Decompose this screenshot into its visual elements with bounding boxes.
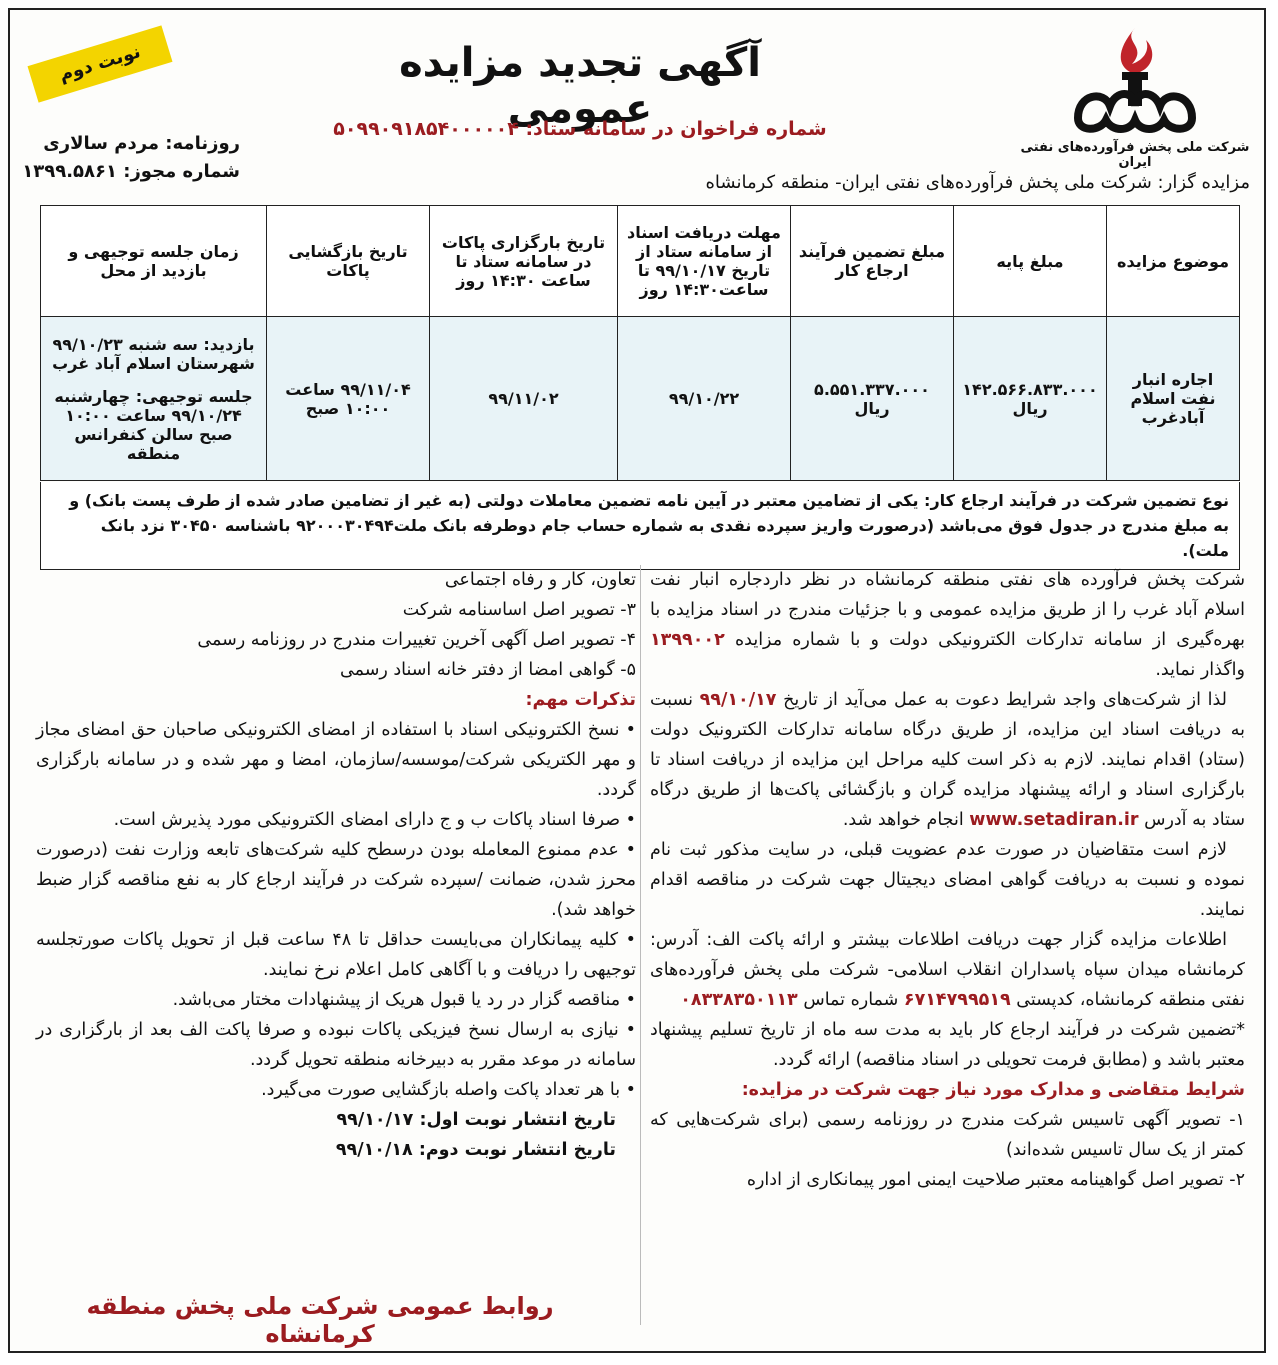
requirement-2-cont: تعاون، کار و رفاه اجتماعی	[444, 570, 636, 590]
cell-base-price: ۱۴۲.۵۶۶.۸۳۳.۰۰۰ ریال	[954, 317, 1107, 481]
phone-label: شماره تماس	[803, 990, 899, 1010]
newspaper-name: روزنامه: مردم سالاری	[43, 133, 240, 154]
invite-tail: انجام خواهد شد.	[842, 810, 964, 830]
requirement-3: ۳- تصویر اصل اساسنامه شرکت	[402, 600, 636, 620]
intro-tail: واگذار نماید.	[1155, 660, 1245, 680]
notes-title: تذکرات مهم:	[525, 690, 636, 710]
th-base-price: مبلغ پایه	[954, 206, 1107, 317]
intro-paragraph	[650, 565, 1245, 685]
postal-code: ۶۷۱۴۷۹۹۵۱۹	[903, 990, 1011, 1010]
requirement-2: ۲- تصویر اصل گواهینامه معتبر صلاحیت ایمنی امور پیمانکاری از اداره	[746, 1170, 1245, 1190]
cell-guarantee: ۵.۵۵۱.۳۳۷.۰۰۰ ریال	[791, 317, 954, 481]
cell-visit	[41, 317, 267, 481]
start-date: ۹۹/۱۰/۱۷	[699, 690, 777, 710]
table-row	[41, 317, 1240, 481]
contact-paragraph	[650, 925, 1245, 1015]
auction-table	[40, 205, 1240, 481]
company-logo	[1020, 20, 1250, 170]
contact-text: اطلاعات مزایده گزار جهت دریافت اطلاعات بیشتر و ارائه پاکت الف: آدرس: کرمانشاه میدان سپاه پاسداران انقلاب اسلامی- شرکت ملی پخش فرآورده‌های نفتی منطقه کرمانشاه، کدپستی	[650, 930, 1245, 1010]
note-item: • عدم ممنوع المعامله بودن درسطح کلیه شرکت‌های تابعه وزارت نفت (درصورت محرز شدن، ضمانت /سپرده شرکت در فرآیند ارجاع کار به نفع مناقصه گزار ضبط خواهد شد).	[36, 840, 636, 920]
th-opening: تاریخ بازگشایی پاکات	[267, 206, 430, 317]
table-header-row	[41, 206, 1240, 317]
th-doc-deadline: مهلت دریافت اسناد از سامانه ستاد از تاریخ ۹۹/۱۰/۱۷ تا ساعت۱۴:۳۰ روز	[618, 206, 791, 317]
th-visit: زمان جلسه توجیهی و بازدید از محل	[41, 206, 267, 317]
visit-text: بازدید: سه شنبه ۹۹/۱۰/۲۳ شهرستان اسلام آباد غرب	[52, 334, 255, 373]
signature: روابط عمومی شرکت ملی پخش منطقه کرمانشاه	[86, 1292, 554, 1348]
invite-body: نسبت به دریافت اسناد این مزایده، از طریق درگاه سامانه تدارکات الکترونیک دولت (ستاد) اقدام نمایند. لازم به ذکر است کلیه مراحل این مزایده از دریافت اسناد تا بارگزاری اسناد و ارائه پیشنهاد مزایده گران و بازگشائی پاکت‌ها از طریق درگاه ستاد به آدرس	[650, 690, 1245, 830]
invite-paragraph	[650, 685, 1245, 835]
cell-opening: ۹۹/۱۱/۰۴ ساعت ۱۰:۰۰ صبح	[267, 317, 430, 481]
requirements-title: شرایط متقاضی و مدارک مورد نیاز جهت شرکت در مزایده:	[741, 1080, 1245, 1100]
validity-paragraph: *تضمین شرکت در فرآیند ارجاع کار باید به مدت سه ماه از تاریخ تسلیم پیشنهاد معتبر باشد و (مطابق فرمت تحویلی در اسناد مناقصه) ارائه گردد.	[650, 1020, 1245, 1070]
publish-date-2: تاریخ انتشار نوبت دوم: ۹۹/۱۰/۱۸	[335, 1140, 616, 1160]
note-item: • کلیه پیمانکاران می‌بایست حداقل تا ۴۸ ساعت قبل از تحویل پاکات صورتجلسه توجیهی را دریافت و با آگاهی کامل اعلام نرخ نمایند.	[36, 930, 637, 980]
guarantee-note: نوع تضمین شرکت در فرآیند ارجاع کار: یکی از تضامین معتبر در آیین نامه تضمین معاملات دولتی (به غیر از تضامین صادر شده از طرف پست بانک) و به مبلغ مندرج در جدول فوق می‌باشد (درصورت واریز سپرده نقدی به شماره حساب جام دوطرفه بانک ملت۹۲۰۰۰۳۰۴۹۴ باشناسه ۳۰۴۵۰ نزد بانک ملت).	[40, 482, 1240, 570]
column-divider	[640, 565, 641, 1325]
auction-number: ۱۳۹۹۰۰۲	[650, 630, 725, 650]
permit-number: شماره مجوز: ۱۳۹۹.۵۸۶۱	[22, 161, 240, 182]
intro-text: شرکت پخش فرآورده های نفتی منطقه کرمانشاه در نظر داردجاره انبار نفت اسلام آباد غرب را از طریق مزایده عمومی و با جزئیات مندرج در اسناد مزایده با بهره‌گیری از سامانه تدارکات الکترونیکی دولت و با شماره مزایده	[650, 570, 1245, 650]
logo-caption: شرکت ملی پخش فرآورده‌های نفتی ایران	[1020, 140, 1250, 170]
note-item: • مناقصه گزار در رد یا قبول هریک از پیشنهادات مختار می‌باشد.	[172, 990, 636, 1010]
invite-text: لذا از شرکت‌های واجد شرایط دعوت به عمل می‌آید از تاریخ	[783, 690, 1227, 710]
cell-upload-deadline: ۹۹/۱۱/۰۲	[430, 317, 618, 481]
auctioneer-line: مزایده گزار: شرکت ملی پخش فرآورده‌های نفتی ایران- منطقه کرمانشاه	[705, 172, 1250, 193]
right-column	[650, 565, 1245, 1195]
setad-link[interactable]: www.setadiran.ir	[969, 810, 1139, 830]
left-column	[36, 565, 636, 1165]
note-item: • نسخ الکترونیکی اسناد با استفاده از امضای الکترونیکی صاحبان حق امضای مجاز و مهر الکتریکی شرکت/موسسه/سازمان، امضا و مهر شده و در سامانه بارگزاری گردد.	[36, 720, 636, 800]
briefing-text: جلسه توجیهی: چهارشنبه ۹۹/۱۰/۲۴ ساعت ۱۰:۰۰ صبح سالن کنفرانس منطقه	[54, 386, 253, 463]
round-badge: نوبت دوم	[28, 25, 173, 102]
note-item: • نیازی به ارسال نسخ فیزیکی پاکات نبوده و صرفا پاکت الف بعد از بارگزاری در سامانه در موعد مقرر به دبیرخانه منطقه تحویل گردد.	[36, 1020, 636, 1070]
registration-paragraph: لازم است متقاضیان در صورت عدم عضویت قبلی، در سایت مذکور ثبت نام نموده و نسبت به دریافت گواهی امضای دیجیتال جهت شرکت در مناقصه اقدام نمایند.	[650, 840, 1245, 920]
requirement-5: ۵- گواهی امضا از دفتر خانه اسناد رسمی	[339, 660, 636, 680]
phone-number: ۰۸۳۳۸۳۵۰۱۱۳	[680, 990, 798, 1010]
publish-date-1: تاریخ انتشار نوبت اول: ۹۹/۱۰/۱۷	[336, 1110, 616, 1130]
page-title: آگهی تجدید مزایده عمومی	[399, 40, 761, 132]
note-item: • صرفا اسناد پاکات ب و ج دارای امضای الکترونیکی مورد پذیرش است.	[113, 810, 636, 830]
th-subject: موضوع مزایده	[1107, 206, 1240, 317]
th-upload-deadline: تاریخ بارگزاری پاکات در سامانه ستاد تا ساعت ۱۴:۳۰ روز	[430, 206, 618, 317]
requirement-1: ۱- تصویر آگهی تاسیس شرکت مندرج در روزنامه رسمی (برای شرکت‌هایی که کمتر از یک سال تاسیس شده‌اند)	[650, 1110, 1245, 1160]
newspaper-info	[20, 130, 240, 186]
requirement-4: ۴- تصویر اصل آگهی آخرین تغییرات مندرج در روزنامه رسمی	[197, 630, 636, 650]
cell-subject: اجاره انبار نفت اسلام آبادغرب	[1107, 317, 1240, 481]
th-guarantee: مبلغ تضمین فرآیند ارجاع کار	[791, 206, 954, 317]
cell-doc-deadline: ۹۹/۱۰/۲۲	[618, 317, 791, 481]
call-number: شماره فراخوان در سامانه ستاد: ۵۰۹۹۰۹۱۸۵۴۰۰۰۰۰۴	[333, 118, 827, 140]
flame-logo-icon	[1060, 20, 1210, 138]
note-item: • با هر تعداد پاکت واصله بازگشایی صورت می‌گیرد.	[261, 1080, 636, 1100]
